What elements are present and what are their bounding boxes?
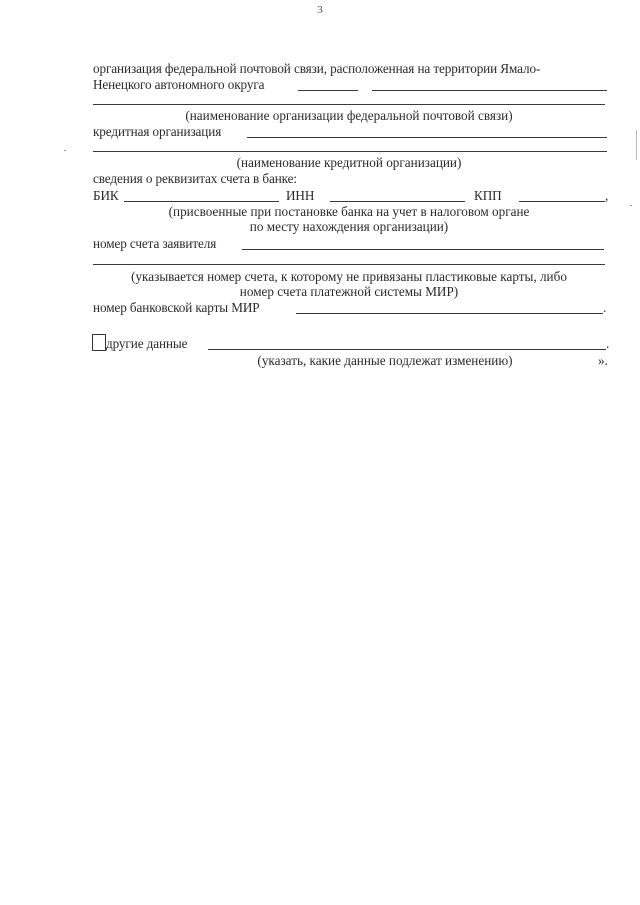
page-number: 3 xyxy=(317,4,323,16)
bik-field[interactable] xyxy=(124,201,279,202)
mir-card-period: . xyxy=(603,300,607,315)
scan-speck xyxy=(630,205,632,206)
post-org-region-text: Ненецкого автономного округа xyxy=(93,77,265,92)
other-data-period: . xyxy=(606,336,610,351)
other-data-field[interactable] xyxy=(208,349,606,350)
tax-caption-line-2: по месту нахождения организации) xyxy=(249,219,449,234)
post-org-intro-text: организация федеральной почтовой связи, расположенная на территории Ямало- xyxy=(93,61,541,76)
account-field-continued[interactable] xyxy=(93,264,605,265)
kpp-comma: , xyxy=(605,188,609,203)
bank-details-label: сведения о реквизитах счета в банке: xyxy=(93,171,297,186)
post-org-caption: (наименование организации федеральной почтовой связи) xyxy=(185,108,513,123)
account-label: номер счета заявителя xyxy=(93,236,217,251)
account-caption-line-2: номер счета платежной системы МИР) xyxy=(239,284,459,299)
account-field[interactable] xyxy=(242,249,604,250)
inn-field[interactable] xyxy=(330,201,465,202)
post-org-blank-1[interactable] xyxy=(298,90,358,91)
kpp-label: КПП xyxy=(474,188,502,203)
closing-quote: ». xyxy=(598,353,608,368)
tax-caption-line-1: (присвоенные при постановке банка на учет в налоговом органе xyxy=(168,204,530,219)
credit-org-name-blank[interactable] xyxy=(93,151,607,152)
inn-label: ИНН xyxy=(286,188,315,203)
scan-edge-mark xyxy=(636,130,637,160)
mir-card-label: номер банковской карты МИР xyxy=(93,300,260,315)
bik-label: БИК xyxy=(93,188,119,203)
mir-card-field[interactable] xyxy=(296,313,603,314)
post-org-blank-2[interactable] xyxy=(372,90,607,91)
account-caption-line-1: (указывается номер счета, к которому не привязаны пластиковые карты, либо xyxy=(131,269,567,284)
credit-org-caption: (наименование кредитной организации) xyxy=(236,155,462,170)
kpp-field[interactable] xyxy=(519,201,605,202)
scan-speck xyxy=(64,150,66,151)
post-org-name-blank[interactable] xyxy=(93,104,605,105)
other-data-caption: (указать, какие данные подлежат изменению) xyxy=(257,353,513,368)
credit-org-label: кредитная организация xyxy=(93,124,222,139)
credit-org-blank[interactable] xyxy=(247,137,607,138)
other-data-label: другие данные xyxy=(106,336,188,351)
other-data-checkbox[interactable] xyxy=(92,334,106,351)
